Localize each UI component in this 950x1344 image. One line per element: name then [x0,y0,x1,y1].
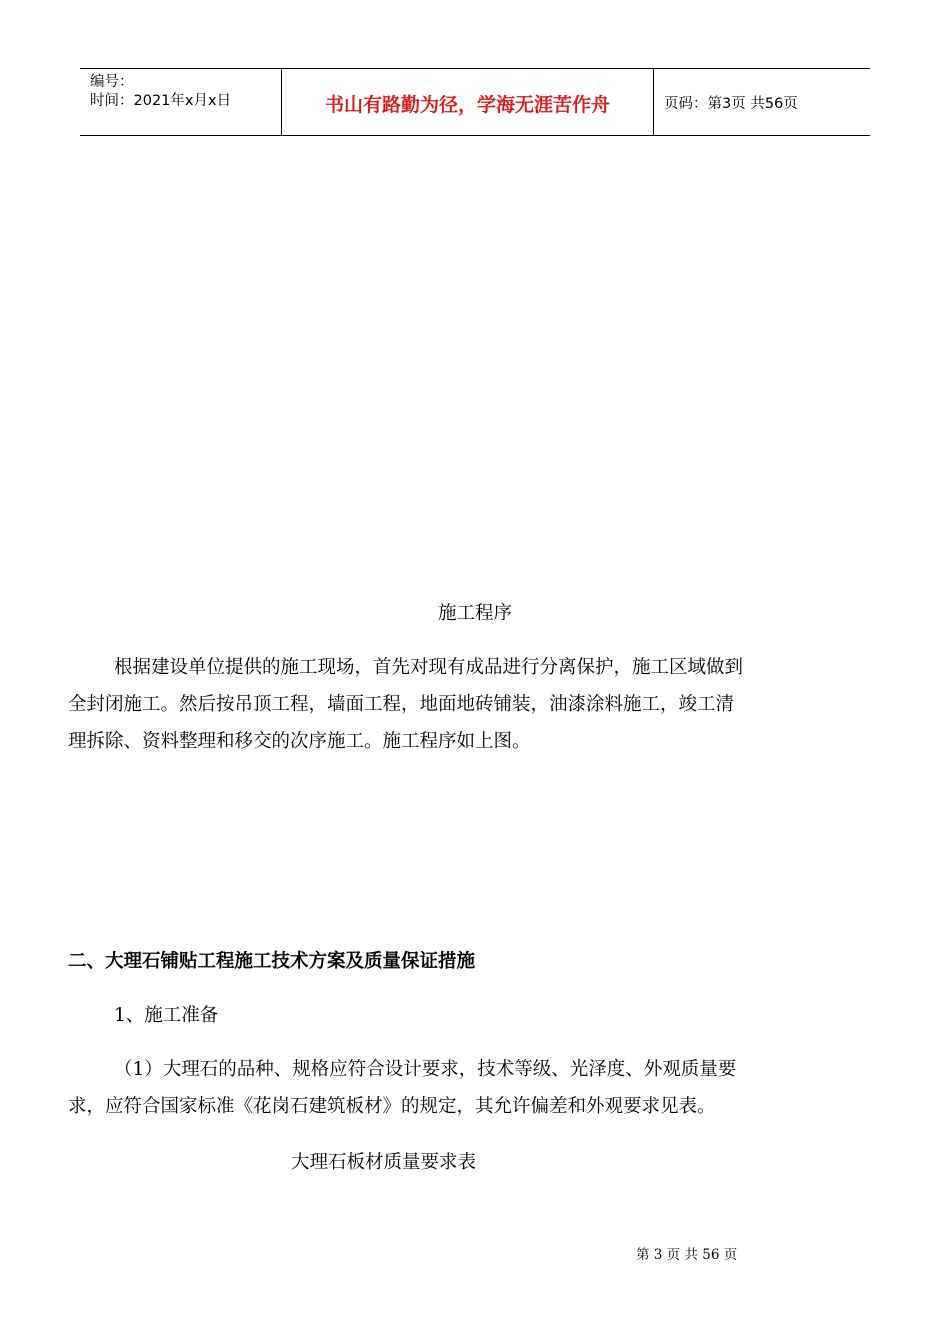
page-footer: 第 3 页 共 56 页 [636,1247,738,1263]
header-meta-cell [80,69,282,135]
program-title: 施工程序 [437,603,512,624]
date-label: 时间：2021年x月x日 [90,93,232,109]
table-caption: 大理石板材质量要求表 [291,1152,477,1173]
header-page-label: 页码：第3页 共56页 [664,96,798,112]
program-paragraph-line-3: 理拆除、资料整理和移交的次序施工。施工程序如上图。 [68,731,531,752]
serial-label: 编号： [90,74,134,90]
page-header [80,68,870,136]
header-motto-cell [282,69,654,135]
program-paragraph-line-1: 根据建设单位提供的施工现场，首先对现有成品进行分离保护，施工区域做到 [114,657,744,678]
section-two-subheading: 1、施工准备 [114,1005,219,1026]
section-two-heading: 二、大理石铺贴工程施工技术方案及质量保证措施 [68,951,476,972]
section-two-paragraph-line-2: 求，应符合国家标准《花岗石建筑板材》的规定，其允许偏差和外观要求见表。 [68,1096,716,1117]
header-page-cell [654,69,870,135]
section-two-paragraph-line-1: （1）大理石的品种、规格应符合设计要求，技术等级、光泽度、外观质量要 [114,1059,737,1080]
program-paragraph-line-2: 全封闭施工。然后按吊顶工程，墙面工程，地面地砖铺装，油漆涂料施工，竣工清 [68,694,735,715]
header-motto: 书山有路勤为径，学海无涯苦作舟 [324,94,610,116]
